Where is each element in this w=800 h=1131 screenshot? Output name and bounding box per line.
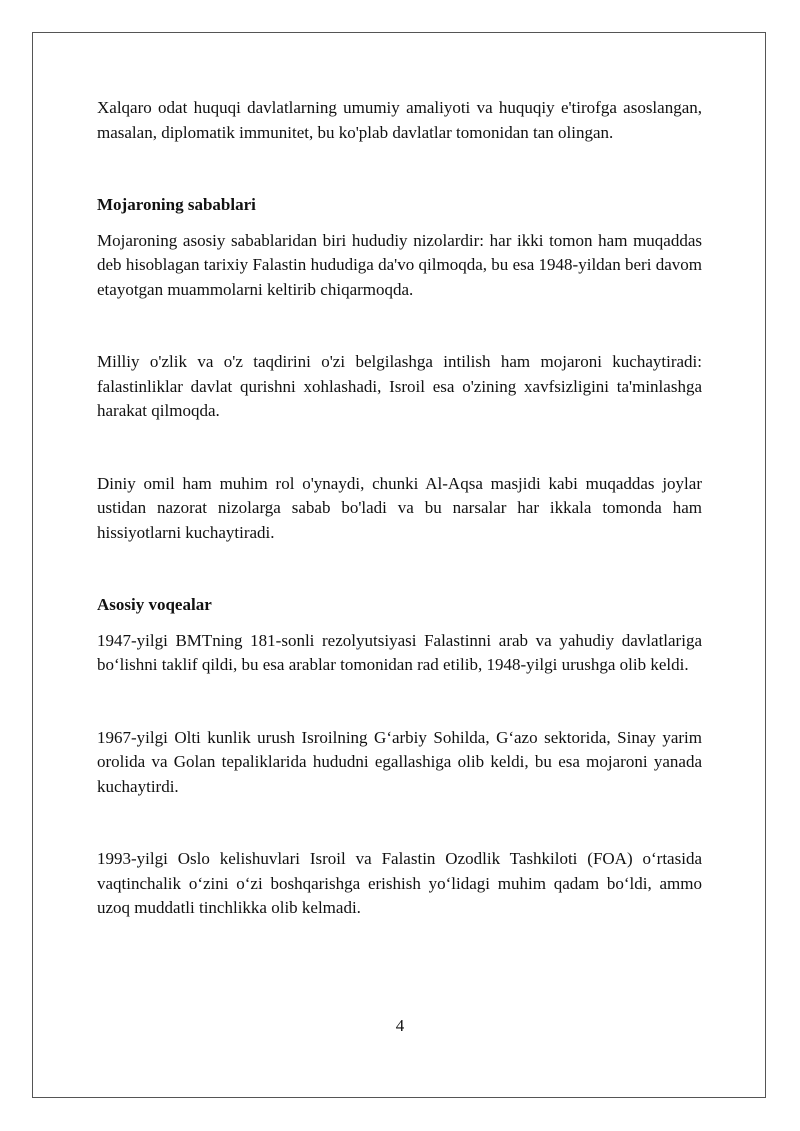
document-body: [97, 96, 702, 921]
paragraph: Milliy o'zlik va o'z taqdirini o'zi belgilashga intilish ham mojaroni kuchaytiradi: falastinliklar davlat qurishni xohlashadi, Isroil esa o'zining xavfsizligini ta'minlashga harakat qilmoqda.: [97, 352, 702, 420]
page-number: 4: [395, 1016, 405, 1035]
intro-paragraph: Xalqaro odat huquqi davlatlarning umumiy amaliyoti va huquqiy e'tirofga asoslangan, masalan, diplomatik immunitet, bu ko'plab davlatlar tomonidan tan olingan.: [97, 98, 702, 142]
paragraph: 1993-yilgi Oslo kelishuvlari Isroil va Falastin Ozodlik Tashkiloti (FOA) o‘rtasida vaqtinchalik o‘zini o‘zi boshqarishga erishish yo‘lidagi muhim qadam bo‘ldi, ammo uzoq muddatli tinchlikka olib kelmadi.: [97, 849, 702, 917]
paragraph: 1967-yilgi Olti kunlik urush Isroilning G‘arbiy Sohilda, G‘azo sektorida, Sinay yarim orolida va Golan tepaliklarida hududni egallashiga olib keldi, bu esa mojaroni yanada kuchaytirdi.: [97, 727, 702, 796]
section-heading-causes: Mojaroning sabablari: [97, 195, 256, 214]
paragraph: 1947-yilgi BMTning 181-sonli rezolyutsiyasi Falastinni arab va yahudiy davlatlariga bo‘lishni taklif qildi, bu esa arablar tomonidan rad etilib, 1948-yilgi urushga olib keldi.: [97, 630, 702, 674]
paragraph: Mojaroning asosiy sabablaridan biri hududiy nizolardir: har ikki tomon ham muqaddas deb hisoblagan tarixiy Falastin hududiga da'vo qilmoqda, bu esa 1948-yildan beri davom etayotgan muammolarni keltirib chiqarmoqda.: [97, 230, 702, 299]
section-heading-events: Asosiy voqealar: [97, 595, 212, 614]
paragraph: Diniy omil ham muhim rol o'ynaydi, chunki Al-Aqsa masjidi kabi muqaddas joylar ustidan nazorat nizolarga sabab bo'ladi va bu narsalar har ikkala tomonda ham hissiyotlarni kuchaytiradi.: [97, 473, 702, 542]
